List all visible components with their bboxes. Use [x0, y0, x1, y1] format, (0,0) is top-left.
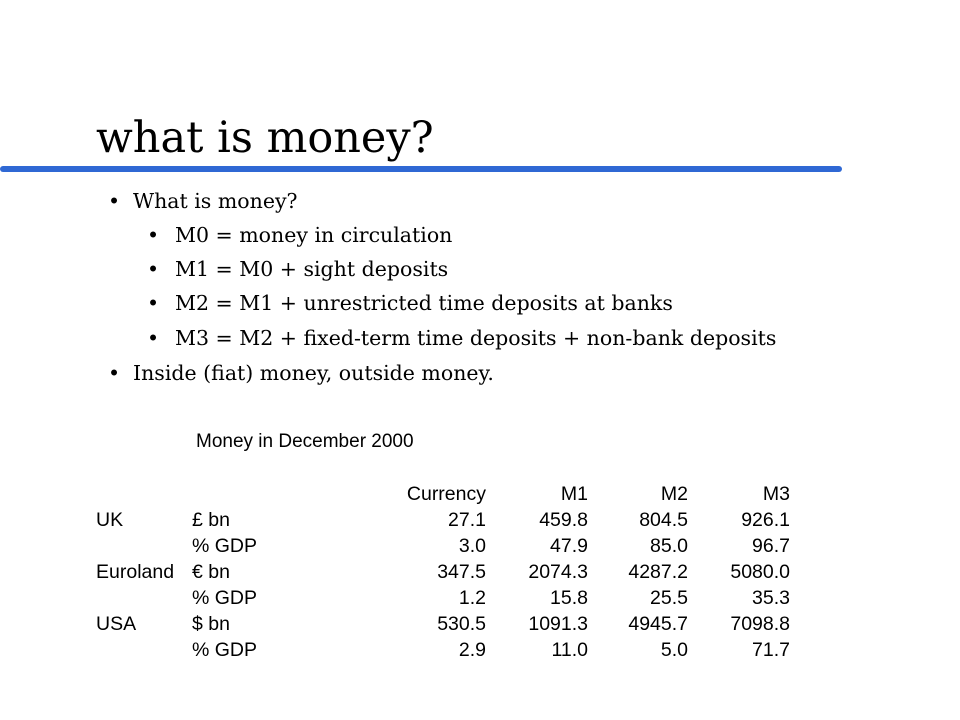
unit-cell: € bn	[192, 561, 230, 583]
value-cell: 15.8	[550, 587, 588, 609]
table-row	[96, 611, 790, 637]
value-cell: 85.0	[650, 535, 688, 557]
country-cell: Euroland	[96, 561, 175, 583]
column-header: M3	[762, 483, 790, 505]
bullet-dot: •	[108, 361, 121, 385]
value-cell: 926.1	[741, 509, 790, 531]
table-header-row	[96, 481, 790, 507]
country-cell	[96, 585, 192, 611]
bullet-item	[108, 186, 298, 216]
value-cell: 7098.8	[730, 613, 790, 635]
bullet-text: Inside (fiat) money, outside money.	[133, 361, 494, 385]
unit-cell: $ bn	[192, 613, 230, 635]
value-cell: 27.1	[448, 509, 486, 531]
value-cell: 71.7	[752, 639, 790, 661]
country-cell	[96, 637, 192, 663]
table-row	[96, 637, 790, 663]
value-cell: 35.3	[752, 587, 790, 609]
bullet-dot: •	[108, 189, 121, 213]
slide-title: what is money?	[96, 113, 434, 163]
unit-cell: % GDP	[192, 535, 258, 557]
bullet-dot: •	[147, 223, 160, 247]
bullet-item	[108, 358, 494, 388]
value-cell: 347.5	[437, 561, 486, 583]
sub-bullet-item	[147, 254, 449, 284]
table-title: Money in December 2000	[196, 431, 414, 452]
country-cell: USA	[96, 613, 137, 635]
bullet-dot: •	[147, 326, 160, 350]
table-row	[96, 507, 790, 533]
value-cell: 2074.3	[528, 561, 588, 583]
country-cell: UK	[96, 509, 124, 531]
value-cell: 47.9	[550, 535, 588, 557]
title-underline	[0, 166, 842, 172]
value-cell: 2.9	[458, 639, 486, 661]
value-cell: 1.2	[458, 587, 486, 609]
header-unit	[192, 481, 292, 507]
value-cell: 5.0	[660, 639, 688, 661]
column-header: M1	[560, 483, 588, 505]
value-cell: 96.7	[752, 535, 790, 557]
unit-cell: % GDP	[192, 587, 258, 609]
sub-bullet-item	[147, 288, 673, 318]
value-cell: 5080.0	[730, 561, 790, 583]
bullet-dot: •	[147, 291, 160, 315]
table-row	[96, 585, 790, 611]
unit-cell: £ bn	[192, 509, 230, 531]
unit-cell: % GDP	[192, 639, 258, 661]
money-table	[96, 481, 790, 663]
value-cell: 25.5	[650, 587, 688, 609]
bullet-text: M0 = money in circulation	[175, 223, 453, 247]
value-cell: 4945.7	[628, 613, 688, 635]
value-cell: 1091.3	[528, 613, 588, 635]
column-header: M2	[660, 483, 688, 505]
value-cell: 530.5	[437, 613, 486, 635]
value-cell: 4287.2	[628, 561, 688, 583]
bullet-text: M3 = M2 + fixed-term time deposits + non-bank deposits	[175, 326, 777, 350]
column-header: Currency	[406, 483, 486, 505]
table-row	[96, 559, 790, 585]
table-row	[96, 533, 790, 559]
country-cell	[96, 533, 192, 559]
bullet-text: M2 = M1 + unrestricted time deposits at banks	[175, 291, 673, 315]
sub-bullet-item	[147, 220, 453, 250]
bullet-dot: •	[147, 257, 160, 281]
sub-bullet-item	[147, 323, 777, 353]
bullet-text: What is money?	[133, 189, 298, 213]
header-country	[96, 481, 192, 507]
value-cell: 3.0	[458, 535, 486, 557]
value-cell: 459.8	[539, 509, 588, 531]
value-cell: 11.0	[551, 639, 588, 661]
bullet-text: M1 = M0 + sight deposits	[175, 257, 449, 281]
value-cell: 804.5	[639, 509, 688, 531]
